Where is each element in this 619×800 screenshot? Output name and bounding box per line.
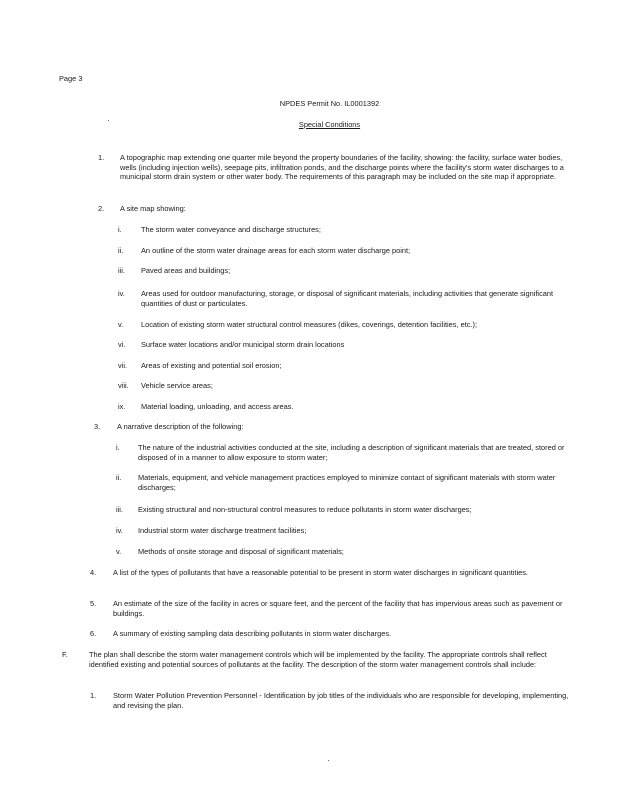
section-title: Special Conditions [298, 120, 361, 129]
item-number: 3. [94, 422, 101, 431]
scan-speck [328, 760, 329, 761]
scan-speck [108, 120, 109, 121]
item-text: Materials, equipment, and vehicle management practices employed to minimize contact of significant materials with storm water discharges; [138, 473, 556, 492]
item-text: Vehicle service areas; [141, 381, 213, 390]
item-number: vi. [118, 340, 126, 349]
page-number: Page 3 [59, 74, 83, 83]
item-number: v. [118, 320, 124, 329]
item-text: Industrial storm water discharge treatment facilities; [138, 526, 307, 535]
item-number: ix. [118, 402, 126, 411]
item-text: Methods of onsite storage and disposal of significant materials; [138, 547, 344, 556]
item-text: The storm water conveyance and discharge structures; [141, 225, 321, 234]
item-text: The plan shall describe the storm water management controls which will be implemented by the facility. The appropriate controls shall reflect identified existing and potential sources of pollutants at the facility. The description of the storm water management controls shall include: [89, 650, 547, 669]
item-text: A topographic map extending one quarter mile beyond the property boundaries of the facility, showing: the facility, surface water bodies, wells (including injection wells), seepage pits, infiltration ponds, and the discharge points where the facility's storm water discharges to a municipal storm drain system or other water body. The requirements of this paragraph may be included on the site map if appropriate. [120, 153, 564, 182]
item-number: iii. [118, 266, 125, 275]
item-text: Location of existing storm water structural control measures (dikes, coverings, detention facilities, etc.); [141, 320, 478, 329]
item-number: 1. [90, 691, 97, 700]
item-text: A summary of existing sampling data describing pollutants in storm water discharges. [113, 629, 392, 638]
item-number: iii. [116, 505, 123, 514]
item-text: Areas of existing and potential soil erosion; [141, 361, 282, 370]
item-number: F. [62, 650, 68, 659]
permit-number: NPDES Permit No. IL0001392 [279, 99, 380, 108]
item-number: 6. [90, 629, 97, 638]
item-number: vii. [118, 361, 128, 370]
item-text: An outline of the storm water drainage areas for each storm water discharge point; [141, 246, 411, 255]
item-number: i. [116, 443, 120, 452]
item-text: A narrative description of the following: [117, 422, 244, 431]
item-text: Existing structural and non-structural control measures to reduce pollutants in storm water discharges; [138, 505, 472, 514]
item-text: A site map showing: [120, 204, 186, 213]
item-text: Areas used for outdoor manufacturing, storage, or disposal of significant materials, including activities that generate significant quantities of dust or particulates. [141, 289, 554, 308]
item-number: viii. [118, 381, 129, 390]
item-number: 1. [98, 153, 105, 162]
item-number: 5. [90, 599, 97, 608]
item-number: v. [116, 547, 122, 556]
item-text: Surface water locations and/or municipal storm drain locations [141, 340, 345, 349]
item-number: 4. [90, 568, 97, 577]
item-number: 2. [98, 204, 105, 213]
item-number: iv. [116, 526, 123, 535]
item-number: iv. [118, 289, 125, 298]
item-number: ii. [116, 473, 122, 482]
item-text: Paved areas and buildings; [141, 266, 231, 275]
item-text: An estimate of the size of the facility in acres or square feet, and the percent of the facility that has impervious areas such as pavement or buildings. [113, 599, 563, 618]
item-text: A list of the types of pollutants that have a reasonable potential to be present in storm water discharges in significant quantities. [113, 568, 528, 577]
item-number: ii. [118, 246, 124, 255]
item-number: i. [118, 225, 122, 234]
item-text: Storm Water Pollution Prevention Personnel - Identification by job titles of the individuals who are responsible for developing, implementing, and revising the plan. [113, 691, 569, 710]
item-text: The nature of the industrial activities conducted at the site, including a description of significant materials that are treated, stored or disposed of in a manner to allow exposure to storm water; [138, 443, 565, 462]
item-text: Material loading, unloading, and access areas. [141, 402, 294, 411]
